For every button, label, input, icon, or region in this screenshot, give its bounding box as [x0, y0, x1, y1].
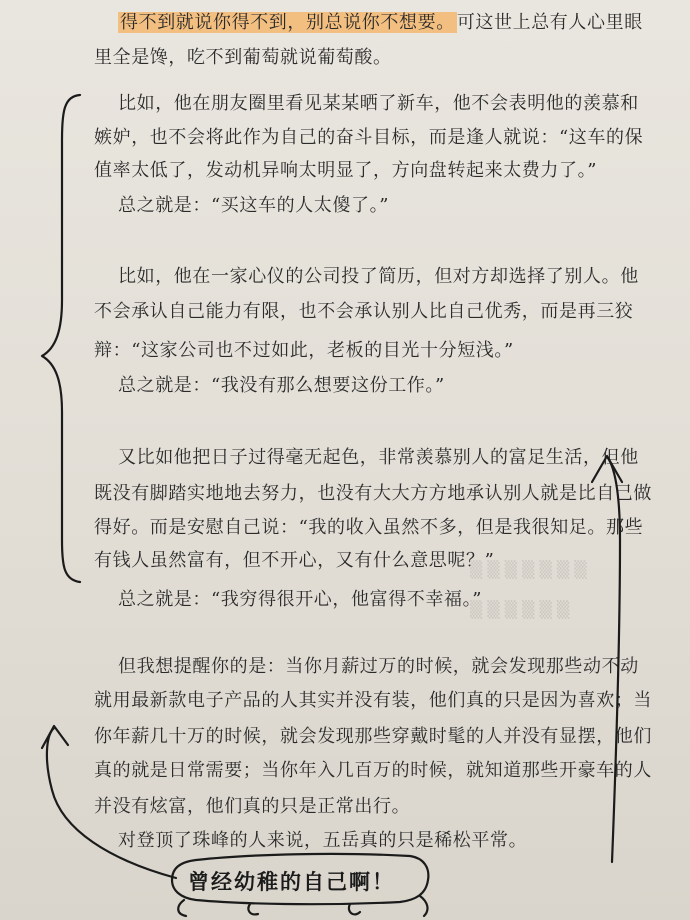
text-line: 并没有炫富，他们真的只是正常出行。: [94, 796, 411, 817]
text-line: 嫉妒，也不会将此作为自己的奋斗目标，而是逢人就说：“这车的保: [94, 127, 644, 148]
text-line: 有钱人虽然富有，但不开心，又有什么意思呢？”: [94, 550, 495, 571]
text-line: 又比如他把日子过得毫无起色，非常羡慕别人的富足生活，但他: [118, 447, 639, 468]
text-line: 总之就是：“我穷得很开心，他富得不幸福。”: [118, 589, 483, 610]
line-text: 可这世上总有人心里眼: [456, 12, 643, 33]
text-line: 总之就是：“买这车的人太傻了。”: [118, 195, 390, 216]
text-line: 就用最新款电子产品的人其实并没有装，他们真的只是因为喜欢；当: [94, 690, 652, 711]
text-line: 既没有脚踏实地地去努力，也没有大大方方地承认别人就是比自己做: [94, 483, 652, 504]
text-line: 你年薪几十万的时候，就会发现那些穿戴时髦的人并没有显摆，他们: [94, 726, 652, 747]
text-line: 真的就是日常需要；当你年入几百万的时候，就知道那些开豪车的人: [94, 760, 652, 781]
left-arrowhead: [42, 726, 68, 748]
text-line: 总之就是：“我没有那么想要这份工作。”: [118, 375, 445, 396]
right-arrow-line: [608, 458, 620, 862]
handwritten-bubble-text: 曾经幼稚的自己啊！: [188, 870, 395, 894]
bleed-through-text: ▒ ▒ ▒ ▒ ▒ ▒: [470, 600, 570, 619]
text-line: 得好。而是安慰自己说：“我的收入虽然不多，但是我很知足。那些: [94, 517, 644, 538]
text-line: 但我想提醒你的是：当你月薪过万的时候，就会发现那些动不动: [118, 656, 639, 677]
text-line: 值率太低了，发动机异响太明显了，方向盘转起来太费力了。”: [94, 160, 597, 181]
right-arrowhead: [592, 456, 622, 482]
text-line: 不会承认自己能力有限，也不会承认别人比自己优秀，而是再三狡: [94, 301, 634, 322]
left-curly-brace: [42, 95, 80, 582]
highlighted-text: 得不到就说你得不到，别总说你不想要。: [120, 12, 455, 33]
text-line: 比如，他在一家心仪的公司投了简历，但对方却选择了别人。他: [118, 266, 639, 287]
text-line: 对登顶了珠峰的人来说，五岳真的只是稀松平常。: [118, 830, 528, 851]
text-line: 辩：“这家公司也不过如此，老板的目光十分短浅。”: [94, 340, 514, 361]
bleed-through-text: ▒ ▒ ▒ ▒ ▒ ▒ ▒: [470, 560, 587, 579]
left-arrow-line: [47, 728, 176, 878]
text-line: 里全是馋，吃不到葡萄就说葡萄酸。: [94, 47, 392, 68]
text-line: 比如，他在朋友圈里看见某某晒了新车，他不会表明他的羡慕和: [118, 93, 639, 114]
bubble-drip: [178, 896, 427, 916]
